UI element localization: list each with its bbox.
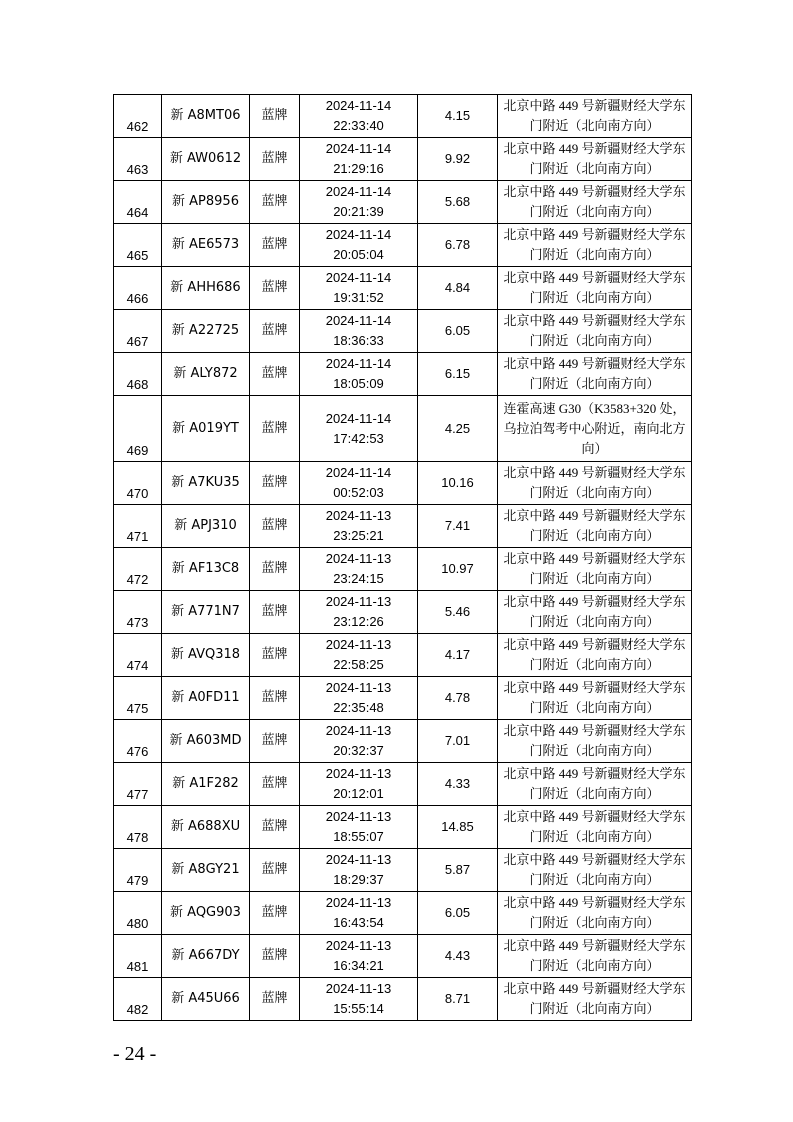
record-number-cell: 463 <box>114 138 162 181</box>
capture-clock-time: 23:25:21 <box>333 528 384 543</box>
location-line: 北京中路 449 号新疆财经大学东 <box>503 766 686 781</box>
location-line: 北京中路 449 号新疆财经大学东 <box>503 227 686 242</box>
capture-clock-time: 15:55:14 <box>333 1001 384 1016</box>
table-row <box>114 138 692 181</box>
capture-date: 2024-11-13 <box>325 809 392 824</box>
location-cell <box>498 462 692 505</box>
capture-date: 2024-11-14 <box>325 227 392 242</box>
location-cell <box>498 849 692 892</box>
capture-time-cell <box>300 763 418 806</box>
capture-clock-time: 20:12:01 <box>333 786 384 801</box>
table-row <box>114 95 692 138</box>
record-number-cell: 475 <box>114 677 162 720</box>
capture-date: 2024-11-14 <box>325 410 392 426</box>
capture-date: 2024-11-14 <box>325 465 392 480</box>
plate-number-cell: 新 A7KU35 <box>162 462 250 505</box>
location-line: 门附近（北向南方向） <box>529 376 660 391</box>
location-cell <box>498 138 692 181</box>
record-number-cell: 481 <box>114 935 162 978</box>
capture-time-cell <box>300 396 418 462</box>
speed-value-cell: 4.25 <box>418 396 498 462</box>
capture-time-cell <box>300 677 418 720</box>
speed-value-cell: 6.15 <box>418 353 498 396</box>
plate-color-cell: 蓝牌 <box>250 548 300 591</box>
record-number-cell: 464 <box>114 181 162 224</box>
location-line: 北京中路 449 号新疆财经大学东 <box>503 680 686 695</box>
capture-date: 2024-11-13 <box>325 594 392 609</box>
record-number-cell: 482 <box>114 978 162 1021</box>
table-row <box>114 505 692 548</box>
plate-color-cell: 蓝牌 <box>250 505 300 548</box>
plate-number-cell: 新 A019YT <box>162 396 250 462</box>
location-line: 门附近（北向南方向） <box>529 915 660 930</box>
plate-number-cell: 新 A0FD11 <box>162 677 250 720</box>
violation-records-table <box>113 94 692 1021</box>
location-line: 门附近（北向南方向） <box>529 333 660 348</box>
capture-date: 2024-11-13 <box>325 766 392 781</box>
capture-clock-time: 22:58:25 <box>333 657 384 672</box>
plate-number-cell: 新 AW0612 <box>162 138 250 181</box>
capture-time-cell <box>300 462 418 505</box>
speed-value-cell: 4.17 <box>418 634 498 677</box>
plate-number-cell: 新 APJ310 <box>162 505 250 548</box>
plate-number-cell: 新 AP8956 <box>162 181 250 224</box>
location-line: 乌拉泊驾考中心附近，南向北方 <box>503 420 686 436</box>
record-number-cell: 474 <box>114 634 162 677</box>
location-line: 北京中路 449 号新疆财经大学东 <box>503 809 686 824</box>
location-line: 向） <box>581 440 608 456</box>
location-line: 北京中路 449 号新疆财经大学东 <box>503 594 686 609</box>
location-cell <box>498 634 692 677</box>
location-cell <box>498 548 692 591</box>
record-number-cell: 466 <box>114 267 162 310</box>
capture-date: 2024-11-13 <box>325 981 392 996</box>
speed-value-cell: 8.71 <box>418 978 498 1021</box>
plate-number-cell: 新 A8MT06 <box>162 95 250 138</box>
capture-time-cell <box>300 935 418 978</box>
location-cell <box>498 935 692 978</box>
speed-value-cell: 5.46 <box>418 591 498 634</box>
speed-value-cell: 10.97 <box>418 548 498 591</box>
record-number-cell: 479 <box>114 849 162 892</box>
plate-color-cell: 蓝牌 <box>250 677 300 720</box>
capture-clock-time: 17:42:53 <box>333 430 384 446</box>
location-cell <box>498 720 692 763</box>
capture-time-cell <box>300 224 418 267</box>
table-body <box>114 95 692 1021</box>
capture-date: 2024-11-13 <box>325 938 392 953</box>
speed-value-cell: 7.01 <box>418 720 498 763</box>
capture-clock-time: 20:05:04 <box>333 247 384 262</box>
capture-clock-time: 21:29:16 <box>333 161 384 176</box>
capture-clock-time: 00:52:03 <box>333 485 384 500</box>
location-cell <box>498 224 692 267</box>
table-row <box>114 677 692 720</box>
plate-color-cell: 蓝牌 <box>250 396 300 462</box>
capture-date: 2024-11-13 <box>325 723 392 738</box>
table-row <box>114 806 692 849</box>
plate-number-cell: 新 A1F282 <box>162 763 250 806</box>
capture-time-cell <box>300 892 418 935</box>
plate-color-cell: 蓝牌 <box>250 849 300 892</box>
capture-time-cell <box>300 505 418 548</box>
page-number: - 24 - <box>113 1043 157 1065</box>
plate-color-cell: 蓝牌 <box>250 978 300 1021</box>
table-row <box>114 224 692 267</box>
location-line: 北京中路 449 号新疆财经大学东 <box>503 141 686 156</box>
speed-value-cell: 6.05 <box>418 892 498 935</box>
capture-time-cell <box>300 310 418 353</box>
plate-number-cell: 新 AVQ318 <box>162 634 250 677</box>
plate-color-cell: 蓝牌 <box>250 310 300 353</box>
capture-date: 2024-11-13 <box>325 508 392 523</box>
plate-color-cell: 蓝牌 <box>250 224 300 267</box>
plate-number-cell: 新 AHH686 <box>162 267 250 310</box>
plate-number-cell: 新 A667DY <box>162 935 250 978</box>
location-line: 北京中路 449 号新疆财经大学东 <box>503 637 686 652</box>
capture-date: 2024-11-13 <box>325 637 392 652</box>
location-line: 门附近（北向南方向） <box>529 161 660 176</box>
speed-value-cell: 9.92 <box>418 138 498 181</box>
location-line: 门附近（北向南方向） <box>529 247 660 262</box>
location-cell <box>498 95 692 138</box>
plate-color-cell: 蓝牌 <box>250 138 300 181</box>
location-line: 门附近（北向南方向） <box>529 657 660 672</box>
speed-value-cell: 6.05 <box>418 310 498 353</box>
capture-time-cell <box>300 95 418 138</box>
plate-color-cell: 蓝牌 <box>250 720 300 763</box>
plate-color-cell: 蓝牌 <box>250 353 300 396</box>
table-row <box>114 267 692 310</box>
table-row <box>114 396 692 462</box>
capture-date: 2024-11-14 <box>325 356 392 371</box>
capture-time-cell <box>300 138 418 181</box>
capture-clock-time: 19:31:52 <box>333 290 384 305</box>
capture-clock-time: 20:21:39 <box>333 204 384 219</box>
capture-clock-time: 18:36:33 <box>333 333 384 348</box>
plate-number-cell: 新 A45U66 <box>162 978 250 1021</box>
location-line: 门附近（北向南方向） <box>529 290 660 305</box>
table-row <box>114 763 692 806</box>
capture-clock-time: 22:35:48 <box>333 700 384 715</box>
record-number-cell: 465 <box>114 224 162 267</box>
plate-number-cell: 新 A8GY21 <box>162 849 250 892</box>
capture-clock-time: 18:05:09 <box>333 376 384 391</box>
plate-number-cell: 新 A22725 <box>162 310 250 353</box>
location-line: 门附近（北向南方向） <box>529 118 660 133</box>
record-number-cell: 470 <box>114 462 162 505</box>
table-row <box>114 591 692 634</box>
capture-date: 2024-11-14 <box>325 141 392 156</box>
location-line: 北京中路 449 号新疆财经大学东 <box>503 98 686 113</box>
location-line: 门附近（北向南方向） <box>529 204 660 219</box>
capture-time-cell <box>300 353 418 396</box>
plate-color-cell: 蓝牌 <box>250 591 300 634</box>
speed-value-cell: 14.85 <box>418 806 498 849</box>
record-number-cell: 480 <box>114 892 162 935</box>
capture-time-cell <box>300 267 418 310</box>
plate-color-cell: 蓝牌 <box>250 95 300 138</box>
location-line: 门附近（北向南方向） <box>529 829 660 844</box>
record-number-cell: 477 <box>114 763 162 806</box>
location-cell <box>498 181 692 224</box>
capture-time-cell <box>300 806 418 849</box>
table-row <box>114 548 692 591</box>
capture-clock-time: 18:55:07 <box>333 829 384 844</box>
table-row <box>114 634 692 677</box>
location-cell <box>498 310 692 353</box>
location-line: 门附近（北向南方向） <box>529 786 660 801</box>
location-cell <box>498 806 692 849</box>
location-cell <box>498 677 692 720</box>
speed-value-cell: 7.41 <box>418 505 498 548</box>
location-line: 北京中路 449 号新疆财经大学东 <box>503 551 686 566</box>
record-number-cell: 469 <box>114 396 162 462</box>
table-row <box>114 181 692 224</box>
capture-date: 2024-11-14 <box>325 98 392 113</box>
location-line: 门附近（北向南方向） <box>529 872 660 887</box>
location-line: 门附近（北向南方向） <box>529 958 660 973</box>
plate-number-cell: 新 ALY872 <box>162 353 250 396</box>
capture-time-cell <box>300 720 418 763</box>
table-row <box>114 978 692 1021</box>
location-line: 门附近（北向南方向） <box>529 614 660 629</box>
record-number-cell: 478 <box>114 806 162 849</box>
capture-clock-time: 20:32:37 <box>333 743 384 758</box>
capture-time-cell <box>300 978 418 1021</box>
location-line: 门附近（北向南方向） <box>529 571 660 586</box>
speed-value-cell: 4.15 <box>418 95 498 138</box>
location-cell <box>498 267 692 310</box>
location-line: 门附近（北向南方向） <box>529 485 660 500</box>
speed-value-cell: 4.84 <box>418 267 498 310</box>
table-row <box>114 720 692 763</box>
capture-clock-time: 16:43:54 <box>333 915 384 930</box>
capture-clock-time: 18:29:37 <box>333 872 384 887</box>
capture-clock-time: 23:12:26 <box>333 614 384 629</box>
location-line: 门附近（北向南方向） <box>529 528 660 543</box>
location-line: 门附近（北向南方向） <box>529 743 660 758</box>
plate-color-cell: 蓝牌 <box>250 763 300 806</box>
speed-value-cell: 4.33 <box>418 763 498 806</box>
location-line: 北京中路 449 号新疆财经大学东 <box>503 184 686 199</box>
capture-date: 2024-11-13 <box>325 680 392 695</box>
plate-number-cell: 新 AE6573 <box>162 224 250 267</box>
plate-color-cell: 蓝牌 <box>250 892 300 935</box>
location-line: 门附近（北向南方向） <box>529 700 660 715</box>
plate-color-cell: 蓝牌 <box>250 462 300 505</box>
capture-time-cell <box>300 548 418 591</box>
location-cell <box>498 763 692 806</box>
record-number-cell: 476 <box>114 720 162 763</box>
plate-color-cell: 蓝牌 <box>250 935 300 978</box>
table-row <box>114 310 692 353</box>
location-cell <box>498 892 692 935</box>
table-row <box>114 892 692 935</box>
capture-time-cell <box>300 591 418 634</box>
capture-time-cell <box>300 634 418 677</box>
capture-clock-time: 16:34:21 <box>333 958 384 973</box>
record-number-cell: 462 <box>114 95 162 138</box>
speed-value-cell: 10.16 <box>418 462 498 505</box>
capture-time-cell <box>300 181 418 224</box>
location-line: 北京中路 449 号新疆财经大学东 <box>503 895 686 910</box>
table-row <box>114 935 692 978</box>
location-cell <box>498 353 692 396</box>
record-number-cell: 473 <box>114 591 162 634</box>
location-line: 北京中路 449 号新疆财经大学东 <box>503 313 686 328</box>
speed-value-cell: 4.78 <box>418 677 498 720</box>
record-number-cell: 472 <box>114 548 162 591</box>
location-line: 门附近（北向南方向） <box>529 1001 660 1016</box>
capture-time-cell <box>300 849 418 892</box>
plate-number-cell: 新 A688XU <box>162 806 250 849</box>
location-line: 北京中路 449 号新疆财经大学东 <box>503 270 686 285</box>
location-line: 北京中路 449 号新疆财经大学东 <box>503 465 686 480</box>
plate-number-cell: 新 AQG903 <box>162 892 250 935</box>
location-line: 北京中路 449 号新疆财经大学东 <box>503 852 686 867</box>
location-line: 北京中路 449 号新疆财经大学东 <box>503 356 686 371</box>
capture-date: 2024-11-14 <box>325 184 392 199</box>
plate-color-cell: 蓝牌 <box>250 267 300 310</box>
plate-color-cell: 蓝牌 <box>250 181 300 224</box>
speed-value-cell: 6.78 <box>418 224 498 267</box>
capture-clock-time: 22:33:40 <box>333 118 384 133</box>
record-number-cell: 468 <box>114 353 162 396</box>
location-line: 北京中路 449 号新疆财经大学东 <box>503 723 686 738</box>
location-cell <box>498 978 692 1021</box>
location-line: 连霍高速 G30（K3583+320 处， <box>503 400 686 416</box>
table-row <box>114 462 692 505</box>
location-cell <box>498 396 692 462</box>
capture-clock-time: 23:24:15 <box>333 571 384 586</box>
capture-date: 2024-11-13 <box>325 852 392 867</box>
capture-date: 2024-11-13 <box>325 895 392 910</box>
plate-color-cell: 蓝牌 <box>250 806 300 849</box>
speed-value-cell: 5.68 <box>418 181 498 224</box>
plate-color-cell: 蓝牌 <box>250 634 300 677</box>
capture-date: 2024-11-14 <box>325 270 392 285</box>
location-line: 北京中路 449 号新疆财经大学东 <box>503 938 686 953</box>
location-line: 北京中路 449 号新疆财经大学东 <box>503 508 686 523</box>
location-cell <box>498 505 692 548</box>
record-number-cell: 467 <box>114 310 162 353</box>
plate-number-cell: 新 AF13C8 <box>162 548 250 591</box>
location-line: 北京中路 449 号新疆财经大学东 <box>503 981 686 996</box>
record-number-cell: 471 <box>114 505 162 548</box>
capture-date: 2024-11-14 <box>325 313 392 328</box>
table-row <box>114 849 692 892</box>
speed-value-cell: 4.43 <box>418 935 498 978</box>
plate-number-cell: 新 A771N7 <box>162 591 250 634</box>
capture-date: 2024-11-13 <box>325 551 392 566</box>
speed-value-cell: 5.87 <box>418 849 498 892</box>
plate-number-cell: 新 A603MD <box>162 720 250 763</box>
location-cell <box>498 591 692 634</box>
table-row <box>114 353 692 396</box>
